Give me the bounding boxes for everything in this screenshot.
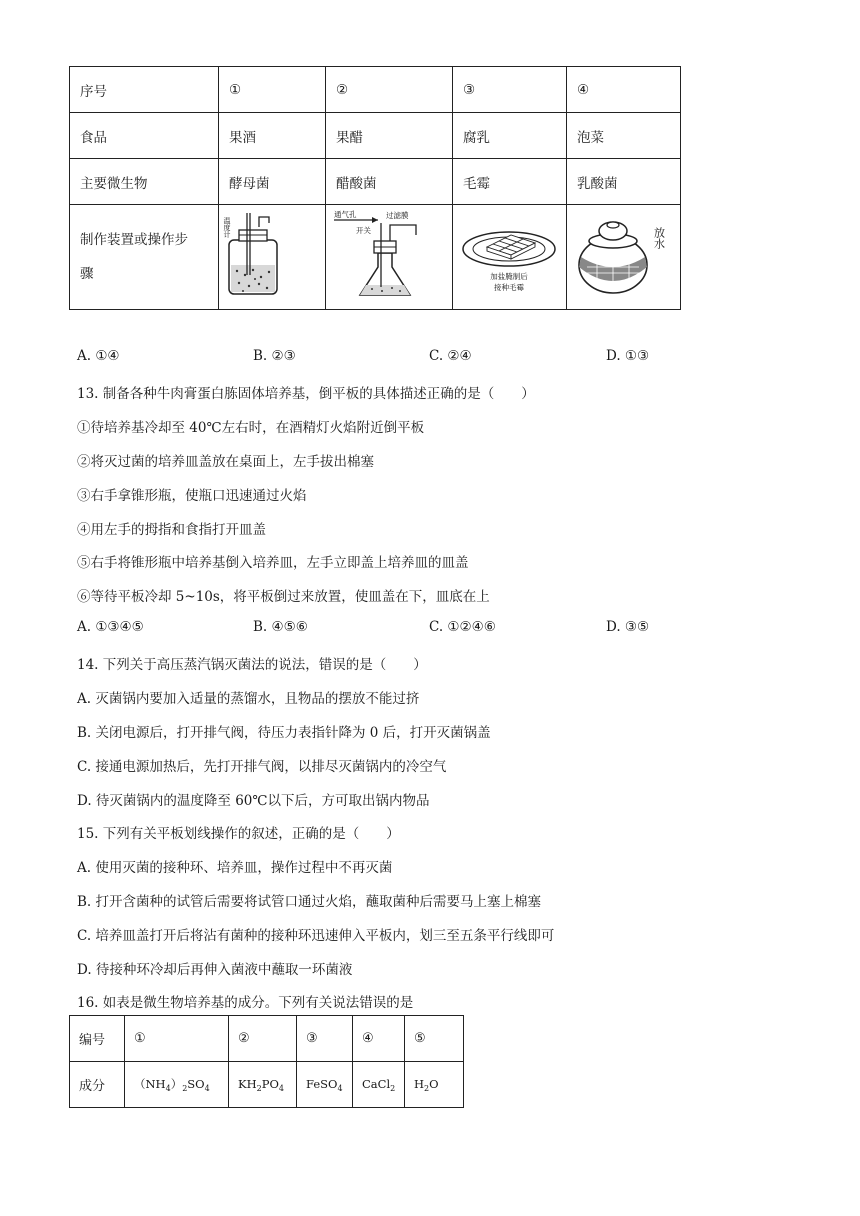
inoculate-label: 接种毛霉 bbox=[494, 283, 524, 292]
q13-option-d[interactable]: D. ③⑤ bbox=[606, 619, 650, 635]
table-cell: 醋酸菌 bbox=[326, 159, 453, 205]
formula-cell: $KH_2PO_4$ bbox=[229, 1062, 297, 1108]
table-cell bbox=[453, 205, 567, 310]
table-cell: ① bbox=[125, 1016, 229, 1062]
table-row bbox=[70, 159, 681, 205]
table-cell: ③ bbox=[453, 67, 567, 113]
table-row bbox=[70, 113, 681, 159]
table-cell: 乳酸菌 bbox=[567, 159, 681, 205]
salting-label: 加盐腌制后 bbox=[490, 272, 528, 281]
table-cell: ② bbox=[326, 67, 453, 113]
q14-option-b[interactable]: B. 关闭电源后，打开排气阀，待压力表指针降为 0 后，打开灭菌锅盖 bbox=[77, 725, 491, 741]
q14-stem: 14. 下列关于高压蒸汽锅灭菌法的说法，错误的是（ ） bbox=[77, 657, 427, 673]
filter-label: 过滤膜 bbox=[386, 211, 409, 220]
q15-option-c[interactable]: C. 培养皿盖打开后将沾有菌种的接种环迅速伸入平板内，划三至五条平行线即可 bbox=[77, 928, 555, 944]
formula-cell: $(NH_4)_2SO_4$ bbox=[125, 1062, 229, 1108]
q15-stem: 15. 下列有关平板划线操作的叙述，正确的是（ ） bbox=[77, 826, 400, 842]
q13-item-5: ⑤右手将锥形瓶中培养基倒入培养皿，左手立即盖上培养皿的皿盖 bbox=[77, 555, 469, 571]
table-row bbox=[70, 1016, 464, 1062]
table-cell: 腐乳 bbox=[453, 113, 567, 159]
q15-option-d[interactable]: D. 待接种环冷却后再伸入菌液中蘸取一环菌液 bbox=[77, 962, 353, 978]
table-row bbox=[70, 67, 681, 113]
q15-option-b[interactable]: B. 打开含菌种的试管后需要将试管口通过火焰，蘸取菌种后需要马上塞上棉塞 bbox=[77, 894, 542, 910]
q13-item-3: ③右手拿锥形瓶，使瓶口迅速通过火焰 bbox=[77, 488, 307, 504]
vinegar-fermenter-illustration bbox=[326, 205, 452, 305]
thermometer-label: 温度计 bbox=[223, 217, 231, 238]
q12-option-b[interactable]: B. ②③ bbox=[253, 348, 296, 364]
table-cell bbox=[219, 205, 326, 310]
table-cell: ③ bbox=[297, 1016, 353, 1062]
table-cell: 果醋 bbox=[326, 113, 453, 159]
table-cell: 果酒 bbox=[219, 113, 326, 159]
row-label bbox=[70, 205, 219, 310]
table-cell bbox=[567, 205, 681, 310]
q12-option-d[interactable]: D. ①③ bbox=[606, 348, 650, 364]
q13-stem: 13. 制备各种牛肉膏蛋白胨固体培养基，倒平板的具体描述正确的是（ ） bbox=[77, 386, 535, 402]
row-label-line2: 骤 bbox=[80, 266, 94, 282]
table-cell: ① bbox=[219, 67, 326, 113]
table-cell: 毛霉 bbox=[453, 159, 567, 205]
table-cell bbox=[326, 205, 453, 310]
q12-option-a[interactable]: A. ①④ bbox=[77, 348, 120, 364]
q15-option-a[interactable]: A. 使用灭菌的接种环、培养皿，操作过程中不再灭菌 bbox=[77, 860, 393, 876]
table-cell: 酵母菌 bbox=[219, 159, 326, 205]
pickle-jar-illustration bbox=[567, 205, 680, 305]
q13-option-c[interactable]: C. ①②④⑥ bbox=[429, 619, 496, 635]
formula-cell: FeSO$_4$ bbox=[297, 1062, 353, 1108]
q13-item-4: ④用左手的拇指和食指打开皿盖 bbox=[77, 522, 266, 538]
q13-item-6: ⑥等待平板冷却 5~10s，将平板倒过来放置，使皿盖在下，皿底在上 bbox=[77, 589, 490, 605]
q13-option-b[interactable]: B. ④⑤⑥ bbox=[253, 619, 308, 635]
table-cell: ④ bbox=[353, 1016, 405, 1062]
formula-cell: CaCl$_2$ bbox=[353, 1062, 405, 1108]
fermentation-table bbox=[69, 66, 681, 310]
switch-label: 开关 bbox=[356, 226, 371, 235]
table-cell: ⑤ bbox=[405, 1016, 464, 1062]
table-cell: ② bbox=[229, 1016, 297, 1062]
table-cell: ④ bbox=[567, 67, 681, 113]
row-label: 主要微生物 bbox=[70, 159, 219, 205]
row-label: 序号 bbox=[70, 67, 219, 113]
q14-option-a[interactable]: A. 灭菌锅内要加入适量的蒸馏水，且物品的摆放不能过挤 bbox=[77, 691, 420, 707]
q16-stem: 16. 如表是微生物培养基的成分。下列有关说法错误的是 bbox=[77, 995, 414, 1011]
water-label: 放水 bbox=[652, 227, 666, 249]
row-label: 食品 bbox=[70, 113, 219, 159]
q13-option-a[interactable]: A. ①③④⑤ bbox=[77, 619, 144, 635]
row-label: 编号 bbox=[70, 1016, 125, 1062]
row-label: 成分 bbox=[70, 1062, 125, 1108]
table-row bbox=[70, 1062, 464, 1108]
q14-option-d[interactable]: D. 待灭菌锅内的温度降至 60℃以下后，方可取出锅内物品 bbox=[77, 793, 430, 809]
vent-label: 通气孔 bbox=[334, 210, 357, 219]
wine-fermenter-illustration bbox=[219, 205, 325, 305]
medium-composition-table bbox=[69, 1015, 464, 1108]
q12-option-c[interactable]: C. ②④ bbox=[429, 348, 472, 364]
q13-item-1: ①待培养基冷却至 40℃左右时，在酒精灯火焰附近倒平板 bbox=[77, 420, 425, 436]
q14-option-c[interactable]: C. 接通电源加热后，先打开排气阀，以排尽灭菌锅内的冷空气 bbox=[77, 759, 447, 775]
fermented-tofu-illustration bbox=[453, 205, 566, 305]
q13-item-2: ②将灭过菌的培养皿盖放在桌面上，左手拔出棉塞 bbox=[77, 454, 374, 470]
row-label-line1: 制作装置或操作步 bbox=[80, 232, 188, 248]
table-row bbox=[70, 205, 681, 310]
table-cell: 泡菜 bbox=[567, 113, 681, 159]
formula-cell: $H_2O$ bbox=[405, 1062, 464, 1108]
